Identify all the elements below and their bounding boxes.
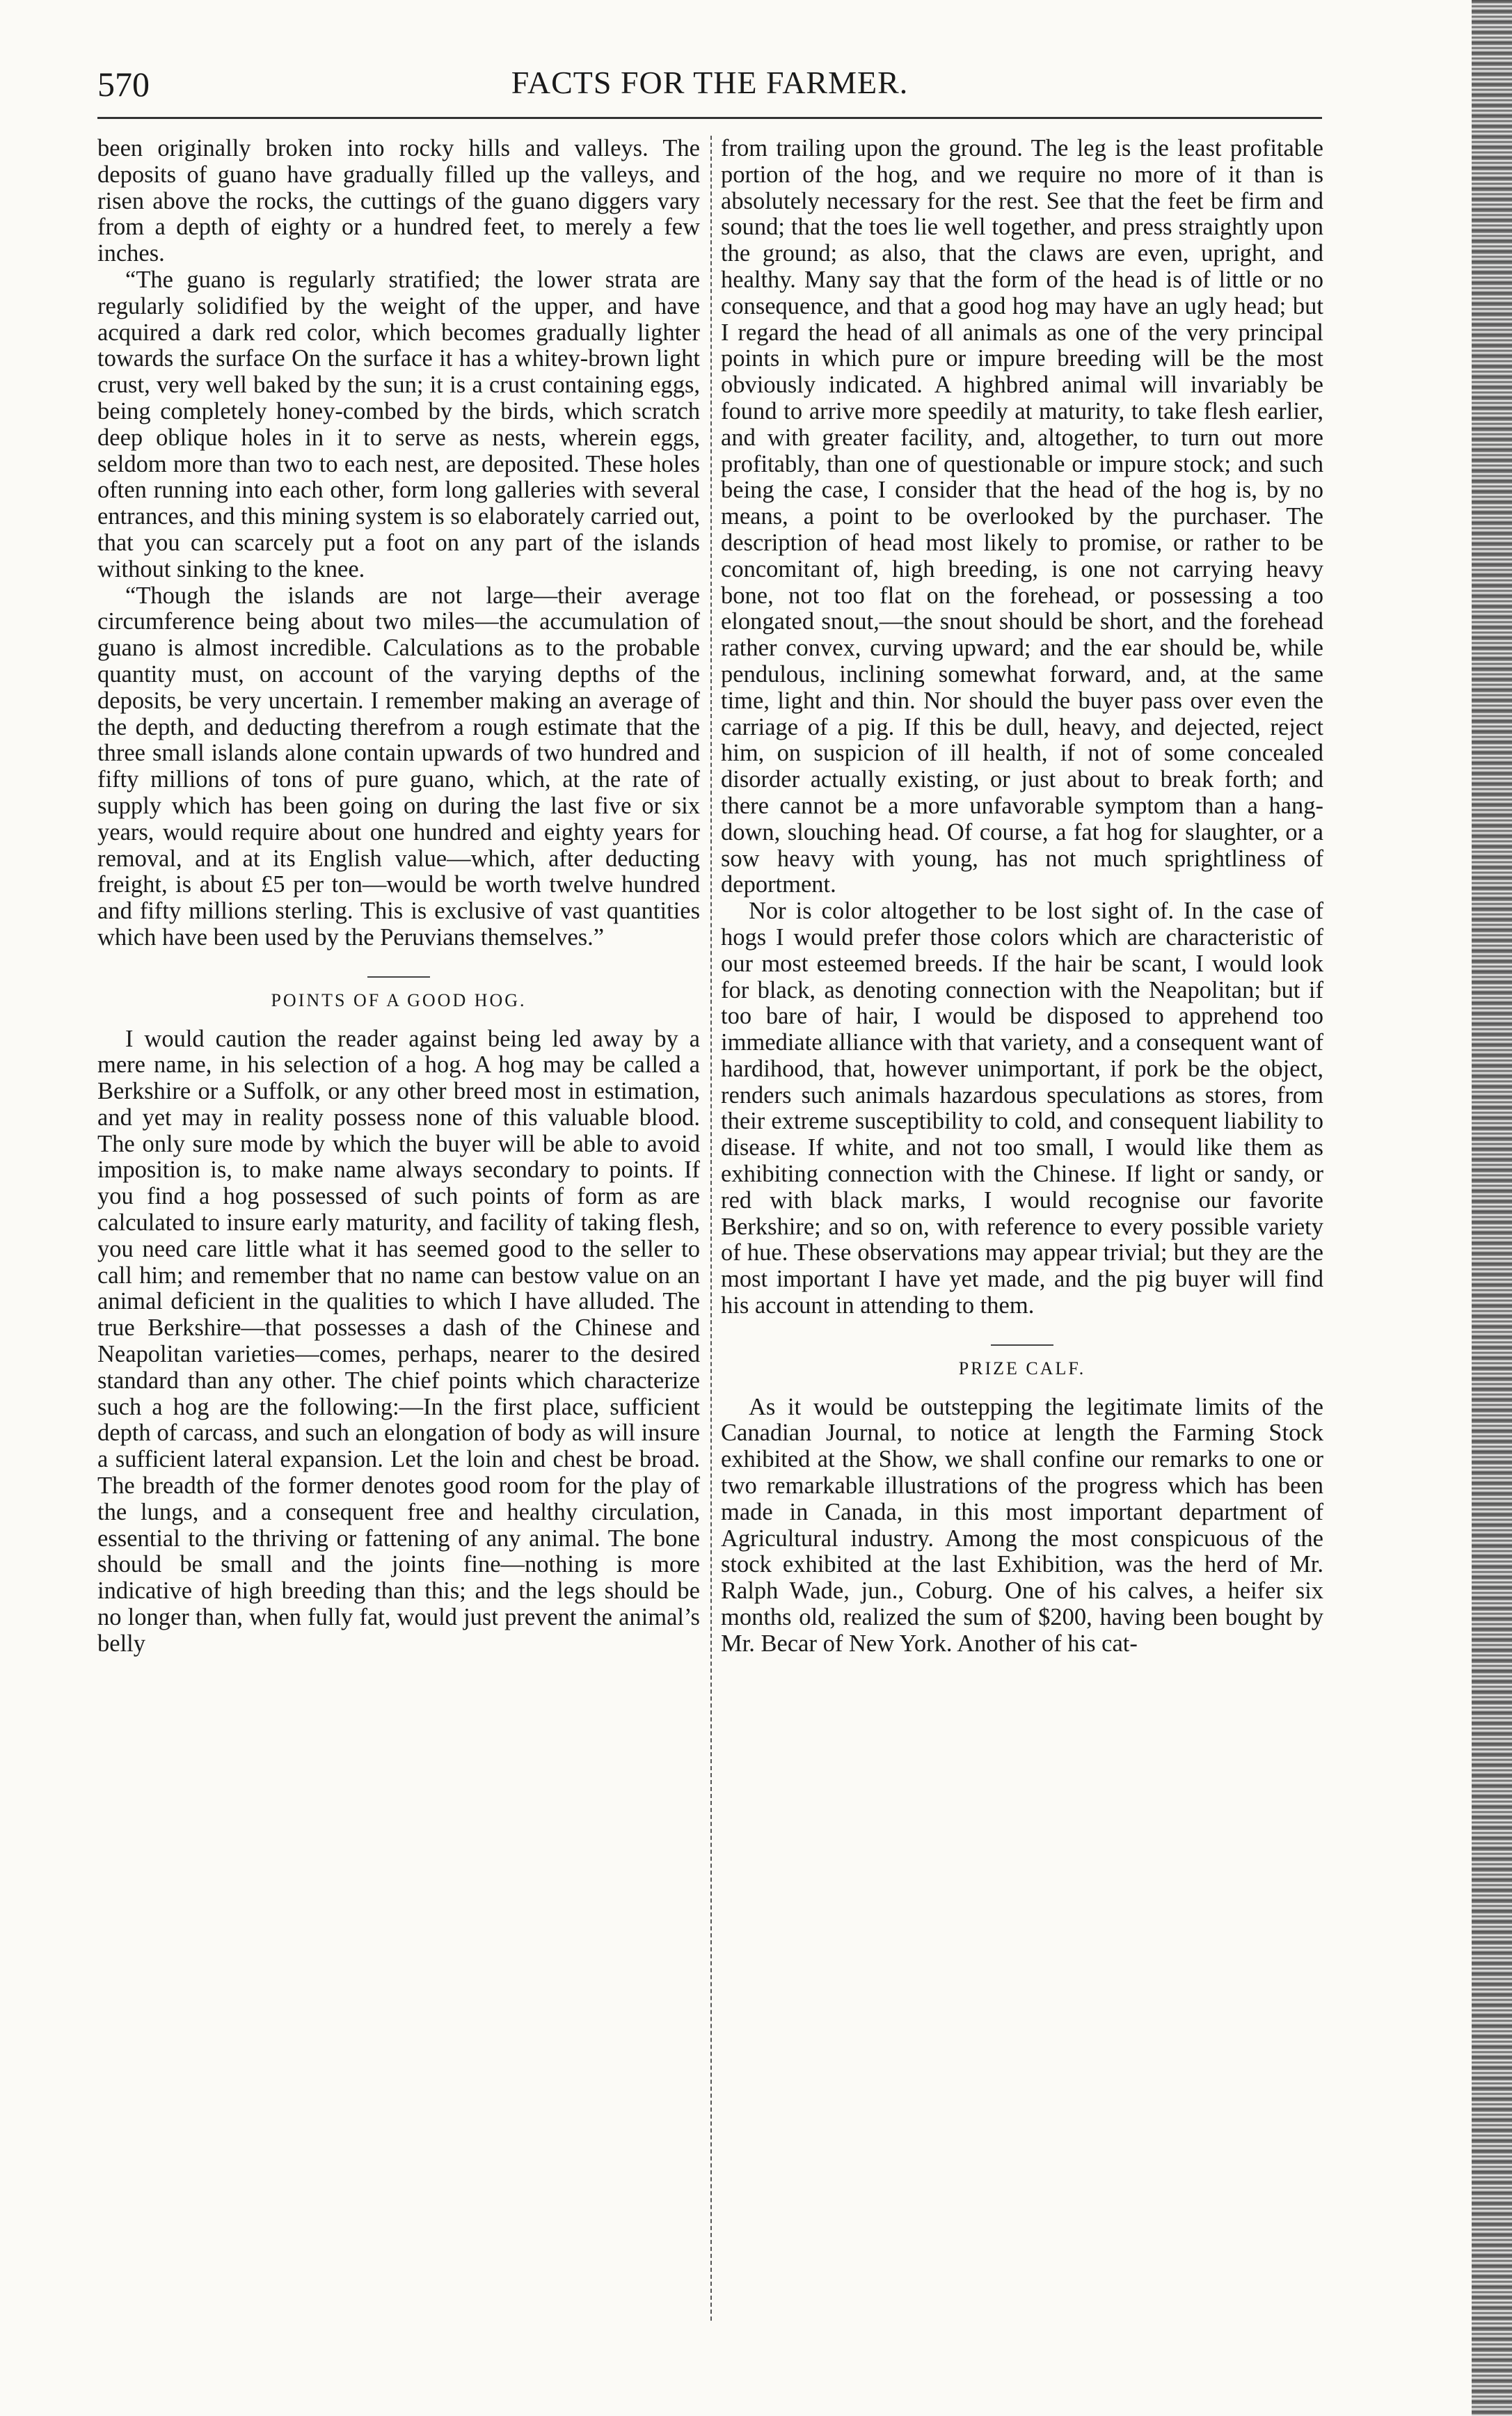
section-heading-points-of-a-good-hog: POINTS OF A GOOD HOG.: [271, 990, 527, 1010]
paragraph: Nor is color altogether to be lost sight of. In the case of hogs I would prefer those colors which are characteristic of our most esteemed breeds. If the hair be scant, I would look for black, as denoting connection with the Neapolitan; but if too bare of hair, I would be disposed to apprehend too immediate alliance with that variety, and a consequent want of hardihood, that, however unimportant, if pork be the object, renders such animals hazardous speculations as stores, from their extreme susceptibility to cold, and consequent liability to disease. If white, and not too small, I would like them as exhibiting connection with the Chinese. If light or sandy, or red with black marks, I would recognise our favorite Berkshire; and so on, with reference to every possible variety of hue. These observations may appear trivial; but they are the most important I have yet made, and the pig buyer will find his account in attending to them.: [721, 898, 1323, 1319]
column-divider: [710, 136, 712, 2321]
page-edge-scan-artifact: [1472, 0, 1512, 2416]
section-rule: [367, 976, 430, 978]
paragraph: “The guano is regularly stratified; the lower strata are regularly solidified by the weight of the upper, and have acquired a dark red color, which becomes gradually lighter towards the surface On the surface it has a whitey-brown light crust, very well baked by the sun; it is a crust containing eggs, being completely honey-combed by the birds, which scratch deep oblique holes in it to serve as nests, wherein eggs, seldom more than two to each nest, are deposited. These holes often running into each other, form long galleries with several entrances, and this mining system is so elaborately carried out, that you can scarcely put a foot on any part of the islands without sinking to the knee.: [97, 266, 700, 582]
paragraph: “Though the islands are not large—their average circumference being about two miles—the accumulation of guano is almost incredible. Calculations as to the probable quantity must, on account of the varying depths of the deposits, be very uncertain. I remember making an average of the depth, and deducting therefrom a rough estimate that the three small islands alone contain upwards of two hundred and fifty millions of tons of pure guano, which, at the rate of supply which has been going on during the last five or six years, would require about one hundred and eighty years for removal, and at its English value—which, after deducting freight, is about £5 per ton—would be worth twelve hundred and fifty millions sterling. This is exclusive of vast quantities which have been used by the Peruvians themselves.”: [97, 582, 700, 951]
header-rule: [97, 117, 1322, 119]
paragraph: As it would be outstepping the legitimate limits of the Canadian Journal, to notice at length the Farming Stock exhibited at the Show, we shall confine our remarks to one or two remarkable illustrations of the progress which has been made in Canada, in this most important department of Agricultural industry. Among the most conspicuous of the stock exhibited at the last Exhibition, was the herd of Mr. Ralph Wade, jun., Coburg. One of his calves, a heifer six months old, realized the sum of $200, having been bought by Mr. Becar of New York. Another of his cat-: [721, 1393, 1323, 1657]
section-rule: [991, 1344, 1053, 1346]
page-header: [97, 64, 1322, 113]
left-column: [97, 136, 700, 2321]
section-heading-prize-calf: PRIZE CALF.: [958, 1358, 1086, 1378]
page-number: 570: [97, 65, 150, 104]
right-column: [721, 136, 1323, 2321]
paragraph: from trailing upon the ground. The leg is the least profitable portion of the hog, and we require no more of it than is absolutely necessary for the rest. See that the feet be firm and sound; that the toes lie well together, and press straightly upon the ground; as also, that the claws are even, upright, and healthy. Many say that the form of the head is of little or no consequence, and that a good hog may have an ugly head; but I regard the head of all animals as one of the very principal points in which pure or impure breeding will be the most obviously indicated. A highbred animal will invariably be found to arrive more speedily at maturity, to take flesh earlier, and with greater facility, and, altogether, to turn out more profitably, than one of questionable or impure stock; and such being the case, I consider that the head of the hog is, by no means, a point to be overlooked by the purchaser. The description of head most likely to promise, or rather to be concomitant of, high breeding, is one not carrying heavy bone, not too flat on the forehead, or possessing a too elongated snout,—the snout should be short, and the forehead rather convex, curving upward; and the ear should be, while pendulous, inclining somewhat forward, and, at the same time, light and thin. Nor should the buyer pass over even the carriage of a pig. If this be dull, heavy, and dejected, reject him, on suspicion of ill health, if not of some concealed disorder actually existing, or just about to break forth; and there cannot be a more unfavorable symptom than a hang-down, slouching head. Of course, a fat hog for slaughter, or a sow heavy with young, has not much sprightliness of deportment.: [721, 136, 1323, 898]
running-title: FACTS FOR THE FARMER.: [511, 65, 909, 100]
paragraph: been originally broken into rocky hills and valleys. The deposits of guano have gradually filled up the valleys, and risen above the rocks, the cuttings of the guano diggers vary from a depth of eighty or a hundred feet, to merely a few inches.: [97, 136, 700, 267]
paragraph: I would caution the reader against being led away by a mere name, in his selection of a hog. A hog may be called a Berkshire or a Suffolk, or any other breed most in estimation, and yet may in reality possess none of this valuable blood. The only sure mode by which the buyer will be able to avoid imposition is, to make name always secondary to points. If you find a hog possessed of such points of form as are calculated to insure early maturity, and facility of taking flesh, you need care little what it has seemed good to the seller to call him; and remember that no name can bestow value on an animal deficient in the qualities to which I have alluded. The true Berkshire—that possesses a dash of the Chinese and Neapolitan varieties—comes, perhaps, nearer to the desired standard than any other. The chief points which characterize such a hog are the following:—In the first place, sufficient depth of carcass, and such an elongation of body as will insure a sufficient lateral expansion. Let the loin and chest be broad. The breadth of the former denotes good room for the play of the lungs, and a consequent free and healthy circulation, essential to the thriving or fattening of any animal. The bone should be small and the joints fine—nothing is more indicative of high breeding than this; and the legs should be no longer than, when fully fat, would just prevent the animal’s belly: [97, 1025, 700, 1657]
